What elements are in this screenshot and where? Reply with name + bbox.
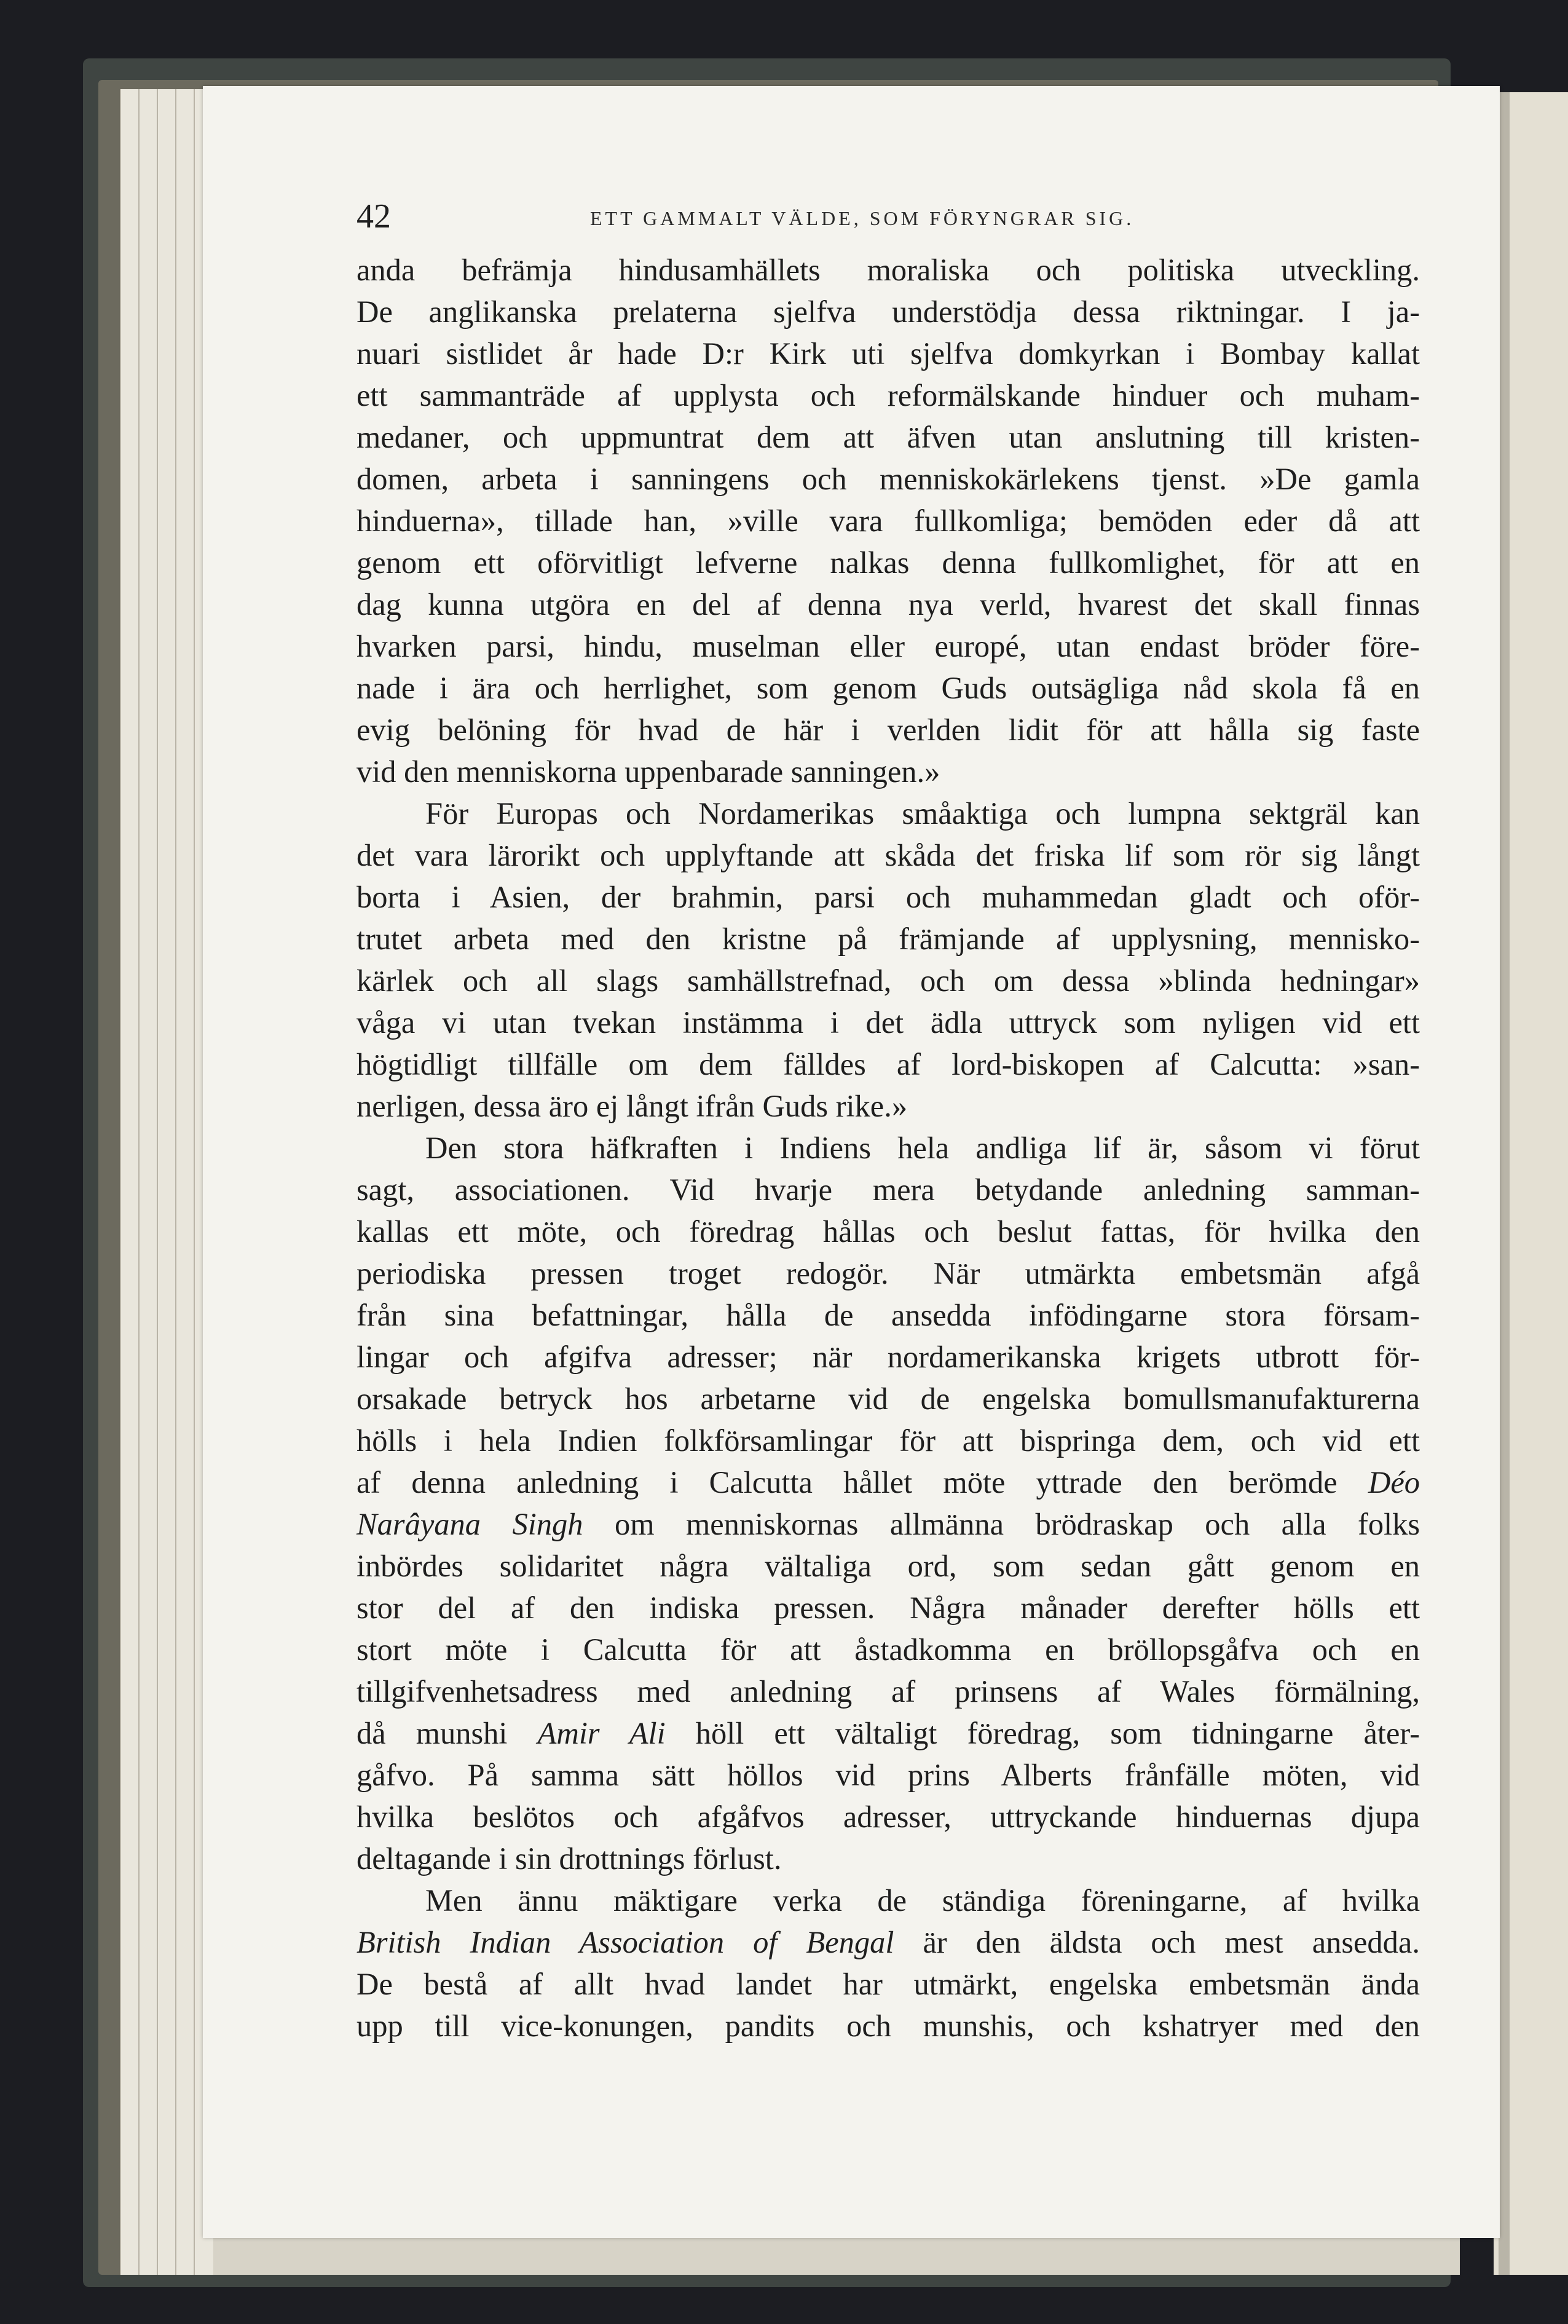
text-run: stor del af den indiska pressen. Några månader derefter hölls ett (357, 1591, 1420, 1625)
facing-page-edge (1494, 92, 1568, 2275)
text-run: För Europas och Nordamerikas småaktiga och lumpna sektgräl kan (425, 796, 1420, 831)
text-line (357, 1336, 1420, 1378)
text-line (357, 1461, 1420, 1503)
text-line (357, 458, 1420, 500)
text-line (357, 1796, 1420, 1838)
text-run: borta i Asien, der brahmin, parsi och muhammedan gladt och oför- (357, 880, 1420, 914)
text-line (357, 291, 1420, 333)
text-run: vid den menniskorna uppenbarade sanningen.» (357, 754, 940, 789)
text-line (357, 918, 1420, 960)
text-run: stort möte i Calcutta för att åstadkomma en bröllopsgåfva och en (357, 1632, 1420, 1667)
text-run: periodiska pressen troget redogör. När utmärkta embetsmän afgå (357, 1256, 1420, 1290)
page-edge (138, 89, 158, 2275)
text-line (357, 1754, 1420, 1796)
text-run: lingar och afgifva adresser; när nordamerikanska krigets utbrott för- (357, 1340, 1420, 1374)
text-run: höll ett vältaligt föredrag, som tidningarne åter- (665, 1716, 1420, 1750)
text-run: nerligen, dessa äro ej långt ifrån Guds rike.» (357, 1089, 908, 1123)
text-run: evig belöning för hvad de här i verlden lidit för att hålla sig faste (357, 713, 1420, 747)
text-line (357, 333, 1420, 374)
text-line (357, 876, 1420, 918)
text-line (357, 1587, 1420, 1629)
text-line (357, 834, 1420, 876)
italic-text: Narâyana Singh (357, 1507, 583, 1541)
text-run: af denna anledning i Calcutta hållet möte yttrade den berömde (357, 1465, 1368, 1500)
text-line (357, 1085, 1420, 1127)
text-run: anda befrämja hindusamhällets moraliska och politiska utveckling. (357, 253, 1420, 287)
text-run: det vara lärorikt och upplyftande att skåda det friska lif som rör sig långt (357, 838, 1420, 872)
text-line (357, 1378, 1420, 1420)
text-run: upp till vice-konungen, pandits och munshis, och kshatryer med den (357, 2009, 1420, 2043)
italic-text: Déo (1368, 1465, 1420, 1500)
text-line (357, 751, 1420, 792)
text-run: hvilka beslötos och afgåfvos adresser, uttryckande hinduernas djupa (357, 1800, 1420, 1834)
text-run: domen, arbeta i sanningens och menniskokärlekens tjenst. »De gamla (357, 462, 1420, 496)
text-line (357, 1420, 1420, 1461)
text-run: Men ännu mäktigare verka de ständiga föreningarne, af hvilka (425, 1883, 1420, 1918)
text-line (357, 1043, 1420, 1085)
text-run: kallas ett möte, och föredrag hållas och beslut fattas, för hvilka den (357, 1214, 1420, 1249)
text-run: Den stora häfkraften i Indiens hela andliga lif är, såsom vi förut (425, 1131, 1420, 1165)
text-line (357, 1838, 1420, 1879)
text-run: om menniskornas allmänna brödraskap och alla folks (583, 1507, 1420, 1541)
text-run: kärlek och all slags samhällstrefnad, och om dessa »blinda hedningar» (357, 963, 1420, 998)
text-run: hvarken parsi, hindu, muselman eller europé, utan endast bröder före- (357, 629, 1420, 663)
text-run: orsakade betryck hos arbetarne vid de engelska bomullsmanufakturerna (357, 1381, 1420, 1416)
text-line (357, 1211, 1420, 1252)
text-line (357, 1629, 1420, 1670)
text-run: inbördes solidaritet några vältaliga ord, som sedan gått genom en (357, 1549, 1420, 1583)
text-line (357, 542, 1420, 583)
text-line (357, 1127, 1420, 1169)
page-number: 42 (357, 197, 391, 235)
text-line (357, 1879, 1420, 1921)
text-line (357, 374, 1420, 416)
text-line (357, 583, 1420, 625)
text-line (357, 1002, 1420, 1043)
text-line (357, 960, 1420, 1002)
text-run: högtidligt tillfälle om dem fälldes af lord-biskopen af Calcutta: »san- (357, 1047, 1420, 1081)
text-run: tillgifvenhetsadress med anledning af prinsens af Wales förmälning, (357, 1674, 1420, 1709)
text-line (357, 1545, 1420, 1587)
text-run: våga vi utan tvekan instämma i det ädla uttryck som nyligen vid ett (357, 1005, 1420, 1040)
text-line (357, 2005, 1420, 2047)
text-run: De anglikanska prelaterna sjelfva understödja dessa riktningar. I ja- (357, 294, 1420, 329)
body-text (357, 249, 1420, 2047)
text-run: trutet arbeta med den kristne på främjande af upplysning, mennisko- (357, 922, 1420, 956)
text-run: De bestå af allt hvad landet har utmärkt, engelska embetsmän ända (357, 1967, 1420, 2001)
text-line (357, 1503, 1420, 1545)
text-run: medaner, och uppmuntrat dem att äfven utan anslutning till kristen- (357, 420, 1420, 454)
text-run: nuari sistlidet år hade D:r Kirk uti sjelfva domkyrkan i Bombay kallat (357, 336, 1420, 371)
text-line (357, 792, 1420, 834)
page-edge (120, 89, 140, 2275)
text-line (357, 625, 1420, 667)
text-line (357, 1252, 1420, 1294)
italic-text: British Indian Association of Bengal (357, 1925, 894, 1959)
text-line (357, 1294, 1420, 1336)
binding-strip (1499, 92, 1510, 2275)
text-line (357, 709, 1420, 751)
page-edge (157, 89, 176, 2275)
text-line (357, 1169, 1420, 1211)
page-header (357, 198, 1420, 235)
text-run: sagt, associationen. Vid hvarje mera betydande anledning samman- (357, 1172, 1420, 1207)
text-run: nade i ära och herrlighet, som genom Guds outsägliga nåd skola få en (357, 671, 1420, 705)
text-line (357, 667, 1420, 709)
text-run: dag kunna utgöra en del af denna nya verld, hvarest det skall finnas (357, 587, 1420, 622)
text-run: genom ett oförvitligt lefverne nalkas denna fullkomlighet, för att en (357, 545, 1420, 580)
page-edge (175, 89, 195, 2275)
text-line (357, 500, 1420, 542)
text-run: gåfvo. På samma sätt höllos vid prins Alberts frånfälle möten, vid (357, 1758, 1420, 1792)
text-line (357, 1963, 1420, 2005)
text-line (357, 1712, 1420, 1754)
text-run: hölls i hela Indien folkförsamlingar för att bispringa dem, och vid ett (357, 1423, 1420, 1458)
text-run: är den äldsta och mest ansedda. (894, 1925, 1420, 1959)
text-run: hinduerna», tillade han, »ville vara fullkomliga; bemöden eder då att (357, 504, 1420, 538)
text-run: ett sammanträde af upplysta och reformälskande hinduer och muham- (357, 378, 1420, 413)
text-line (357, 416, 1420, 458)
italic-text: Amir Ali (537, 1716, 666, 1750)
text-run: deltagande i sin drottnings förlust. (357, 1841, 782, 1876)
text-run: från sina befattningar, hålla de ansedda infödingarne stora försam- (357, 1298, 1420, 1332)
text-line (357, 249, 1420, 291)
text-run: då munshi (357, 1716, 538, 1750)
text-line (357, 1670, 1420, 1712)
text-line (357, 1921, 1420, 1963)
running-title: ETT GAMMALT VÄLDE, SOM FÖRYNGRAR SIG. (590, 207, 1135, 229)
